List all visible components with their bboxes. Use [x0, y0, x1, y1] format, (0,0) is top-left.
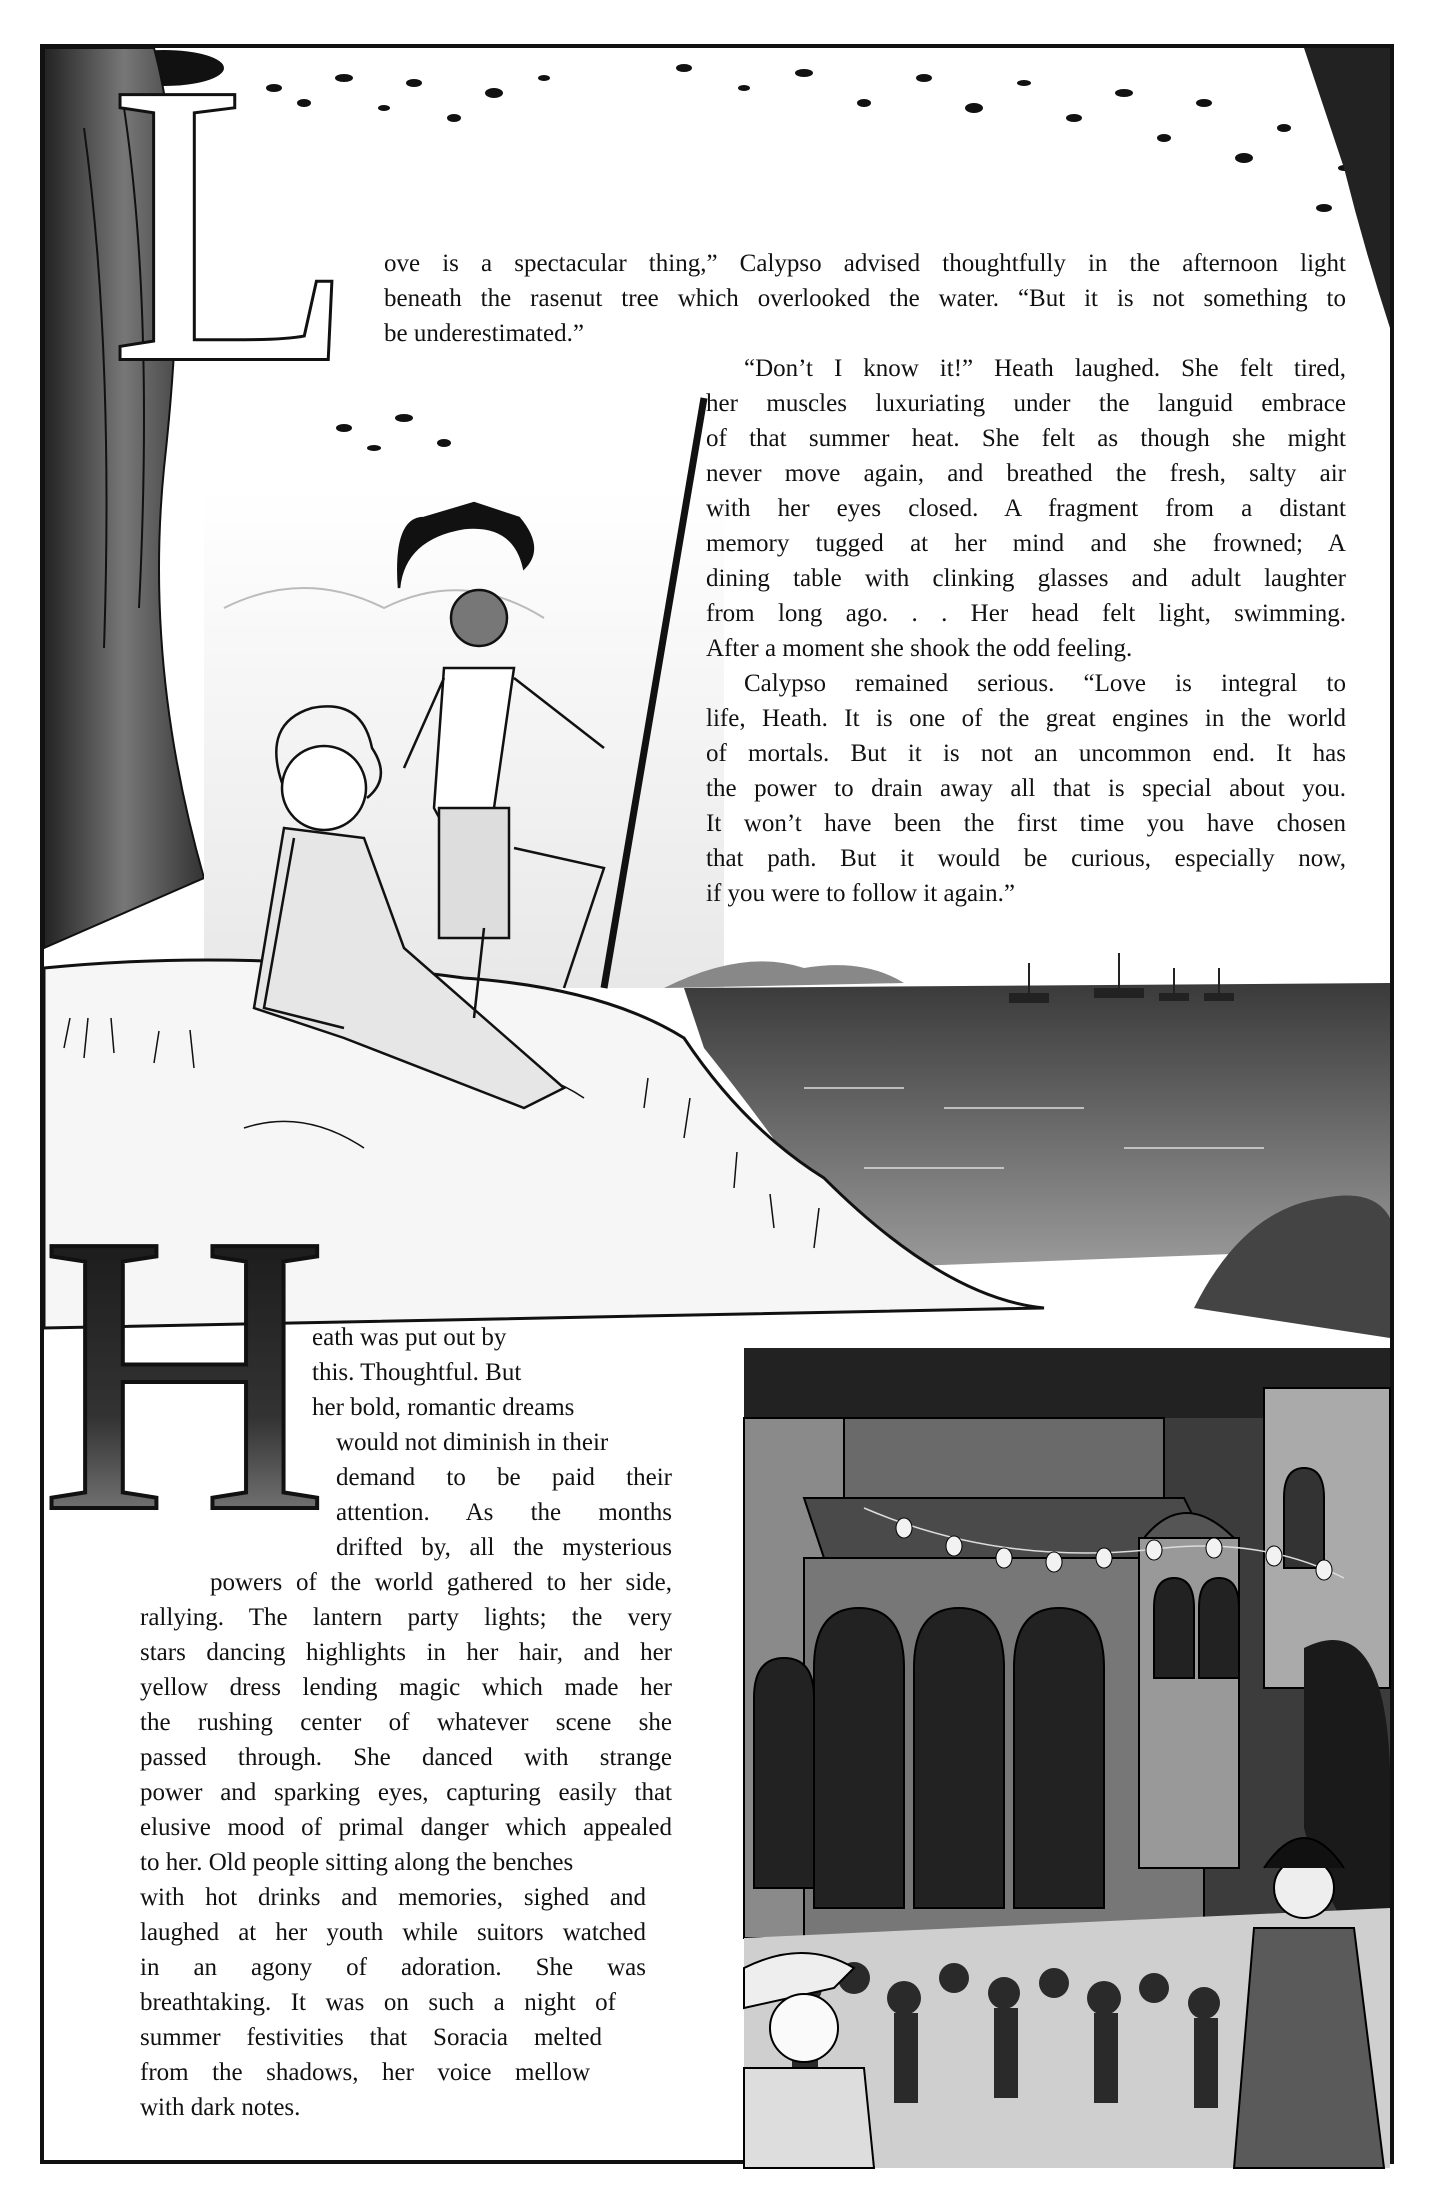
p3-line-4: the power to drain away all that is special about you.	[706, 775, 1346, 802]
p3-line-5: It won’t have been the first time you have chosen	[706, 810, 1346, 837]
domed-tower	[1139, 1513, 1239, 1868]
section1-opening	[384, 246, 1346, 351]
s2-line-15: elusive mood of primal danger which appealed	[140, 1814, 672, 1841]
s2-line-14: power and sparking eyes, capturing easily that	[140, 1779, 672, 1806]
p2-line-7: dining table with clinking glasses and adult laughter	[706, 565, 1346, 592]
p2-line-2: her muscles luxuriating under the languid embrace	[706, 390, 1346, 417]
s2-line-9: rallying. The lantern party lights; the very	[140, 1604, 672, 1631]
s2-line-17: with hot drinks and memories, sighed and	[140, 1884, 646, 1911]
p2-line-9: After a moment she shook the odd feeling.	[706, 635, 1133, 662]
s2-line-3: her bold, romantic dreams	[312, 1394, 575, 1421]
p3-line-1: Calypso remained serious. “Love is integral to	[744, 670, 1346, 697]
s2-line-13: passed through. She danced with strange	[140, 1744, 672, 1771]
opening-line-3: be underestimated.”	[384, 320, 584, 347]
dropcap-h-text: H	[40, 1152, 329, 1595]
s2-line-2: this. Thoughtful. But	[312, 1359, 522, 1386]
s2-line-22: from the shadows, her voice mellow	[140, 2059, 590, 2086]
s2-line-11: yellow dress lending magic which made her	[140, 1674, 672, 1701]
s2-line-16: to her. Old people sitting along the benches	[140, 1849, 574, 1876]
s2-line-1: eath was put out by	[312, 1324, 507, 1351]
p3-line-7: if you were to follow it again.”	[706, 880, 1015, 907]
s2-line-7: drifted by, all the mysterious	[336, 1534, 672, 1561]
s2-line-6: attention. As the months	[336, 1499, 672, 1526]
s2-line-21: summer festivities that Soracia melted	[140, 2024, 602, 2051]
p2-line-4: never move again, and breathed the fresh, salty air	[706, 460, 1346, 487]
section2-wide	[140, 1565, 672, 2125]
festival-illustration	[744, 1348, 1390, 2168]
p3-line-3: of mortals. But it is not an uncommon end. It has	[706, 740, 1346, 767]
dropcap-l	[110, 2, 355, 445]
dropcap-h	[40, 1152, 329, 1595]
s2-line-18: laughed at her youth while suitors watched	[140, 1919, 646, 1946]
p2-line-3: of that summer heat. She felt as though she might	[706, 425, 1346, 452]
opening-line-1: ove is a spectacular thing,” Calypso advised thoughtfully in the afternoon light	[384, 250, 1346, 277]
p2-line-8: from long ago. . . Her head felt light, swimming.	[706, 600, 1346, 627]
s2-line-19: in an agony of adoration. She was	[140, 1954, 646, 1981]
dropcap-l-text: L	[110, 2, 355, 445]
p3-line-6: that path. But it would be curious, especially now,	[706, 845, 1346, 872]
section2-narrow	[306, 1320, 672, 1565]
p3-line-2: life, Heath. It is one of the great engines in the world	[706, 705, 1346, 732]
s2-line-5: demand to be paid their	[336, 1464, 672, 1491]
s2-line-23: with dark notes.	[140, 2094, 301, 2121]
section1-paragraph-2	[706, 351, 1346, 911]
s2-line-12: the rushing center of whatever scene she	[140, 1709, 672, 1736]
p2-line-6: memory tugged at her mind and she frowned; A	[706, 530, 1346, 557]
s2-line-8: powers of the world gathered to her side,	[210, 1569, 672, 1596]
s2-line-20: breathtaking. It was on such a night of	[140, 1989, 616, 2016]
s2-line-10: stars dancing highlights in her hair, and her	[140, 1639, 672, 1666]
p2-line-5: with her eyes closed. A fragment from a distant	[706, 495, 1346, 522]
opening-line-2: beneath the rasenut tree which overlooked the water. “But it is not something to	[384, 285, 1346, 312]
s2-line-4: would not diminish in their	[336, 1429, 609, 1456]
p2-line-1: “Don’t I know it!” Heath laughed. She felt tired,	[744, 355, 1346, 382]
page-frame	[40, 2, 1394, 2164]
